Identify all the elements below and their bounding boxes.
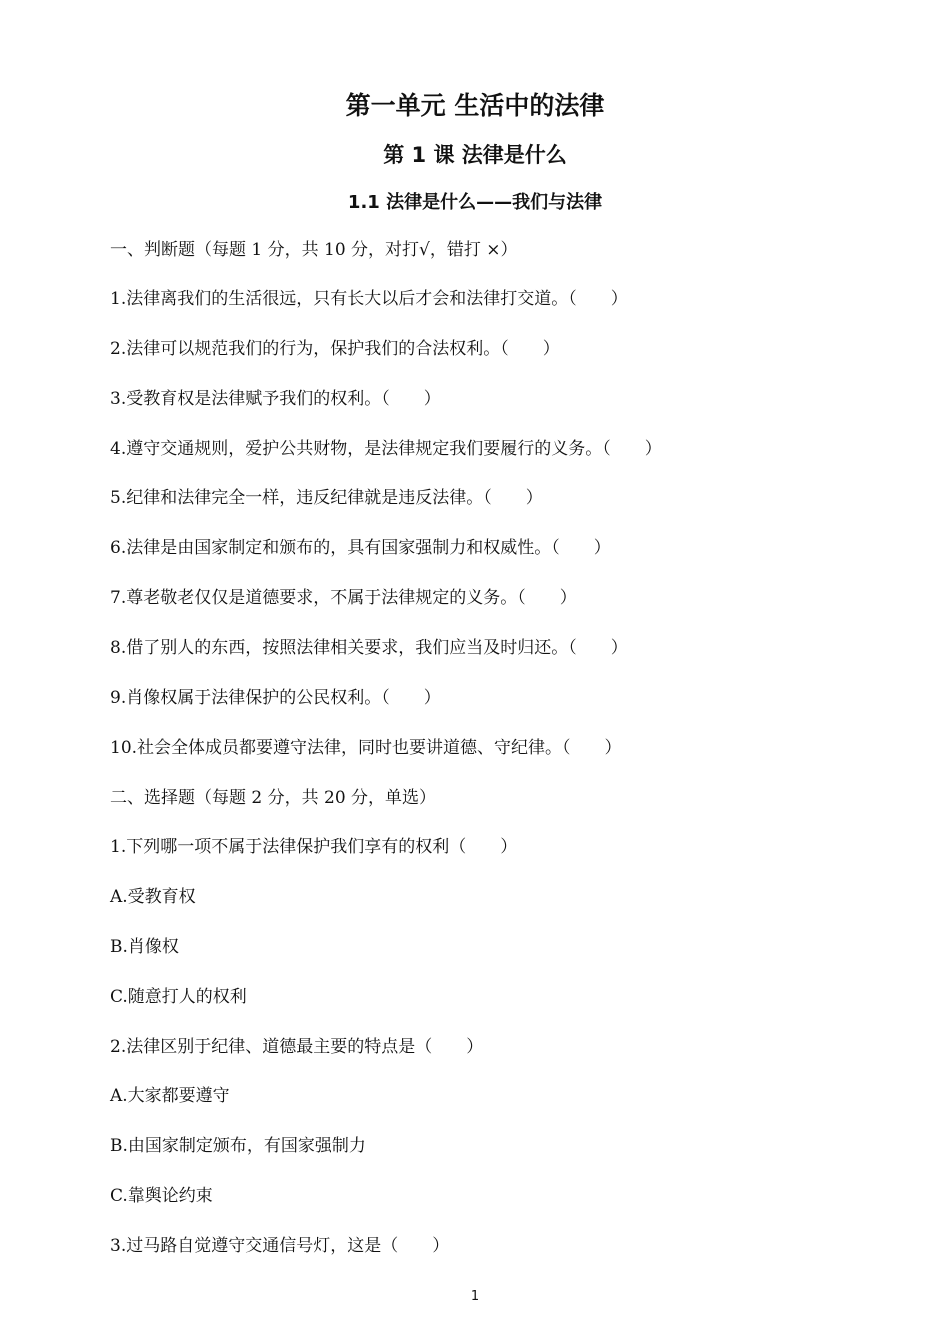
true-false-item-10: 10.社会全体成员都要遵守法律，同时也要讲道德、守纪律。（ ） [110,738,622,758]
true-false-item-1: 1.法律离我们的生活很远，只有长大以后才会和法律打交道。（ ） [110,289,628,309]
q2-option-c: C.靠舆论约束 [110,1186,213,1206]
true-false-item-5: 5.纪律和法律完全一样，违反纪律就是违反法律。（ ） [110,488,543,508]
choice-question-1: 1.下列哪一项不属于法律保护我们享有的权利（ ） [110,837,518,857]
q2-option-b: B.由国家制定颁布，有国家强制力 [110,1136,366,1156]
q2-option-a: A.大家都要遵守 [110,1086,230,1106]
q1-option-b: B.肖像权 [110,937,179,957]
true-false-item-4: 4.遵守交通规则，爱护公共财物，是法律规定我们要履行的义务。（ ） [110,439,662,459]
true-false-item-8: 8.借了别人的东西，按照法律相关要求，我们应当及时归还。（ ） [110,638,628,658]
section-title: 1.1 法律是什么——我们与法律 [347,192,603,213]
true-false-item-6: 6.法律是由国家制定和颁布的，具有国家强制力和权威性。（ ） [110,538,611,558]
lesson-title: 第 1 课 法律是什么 [383,143,567,167]
part2-heading: 二、选择题（每题 2 分，共 20 分，单选） [110,788,437,808]
choice-question-2: 2.法律区别于纪律、道德最主要的特点是（ ） [110,1037,484,1057]
q1-option-a: A.受教育权 [110,887,196,907]
part1-heading: 一、判断题（每题 1 分，共 10 分，对打√，错打 ×） [110,240,518,260]
true-false-item-2: 2.法律可以规范我们的行为，保护我们的合法权利。（ ） [110,339,560,359]
true-false-item-9: 9.肖像权属于法律保护的公民权利。（ ） [110,688,441,708]
true-false-item-3: 3.受教育权是法律赋予我们的权利。（ ） [110,389,441,409]
true-false-item-7: 7.尊老敬老仅仅是道德要求，不属于法律规定的义务。（ ） [110,588,577,608]
unit-title: 第一单元 生活中的法律 [345,91,605,120]
choice-question-3: 3.过马路自觉遵守交通信号灯，这是（ ） [110,1236,450,1256]
q1-option-c: C.随意打人的权利 [110,987,247,1007]
page-number: 1 [470,1289,480,1304]
